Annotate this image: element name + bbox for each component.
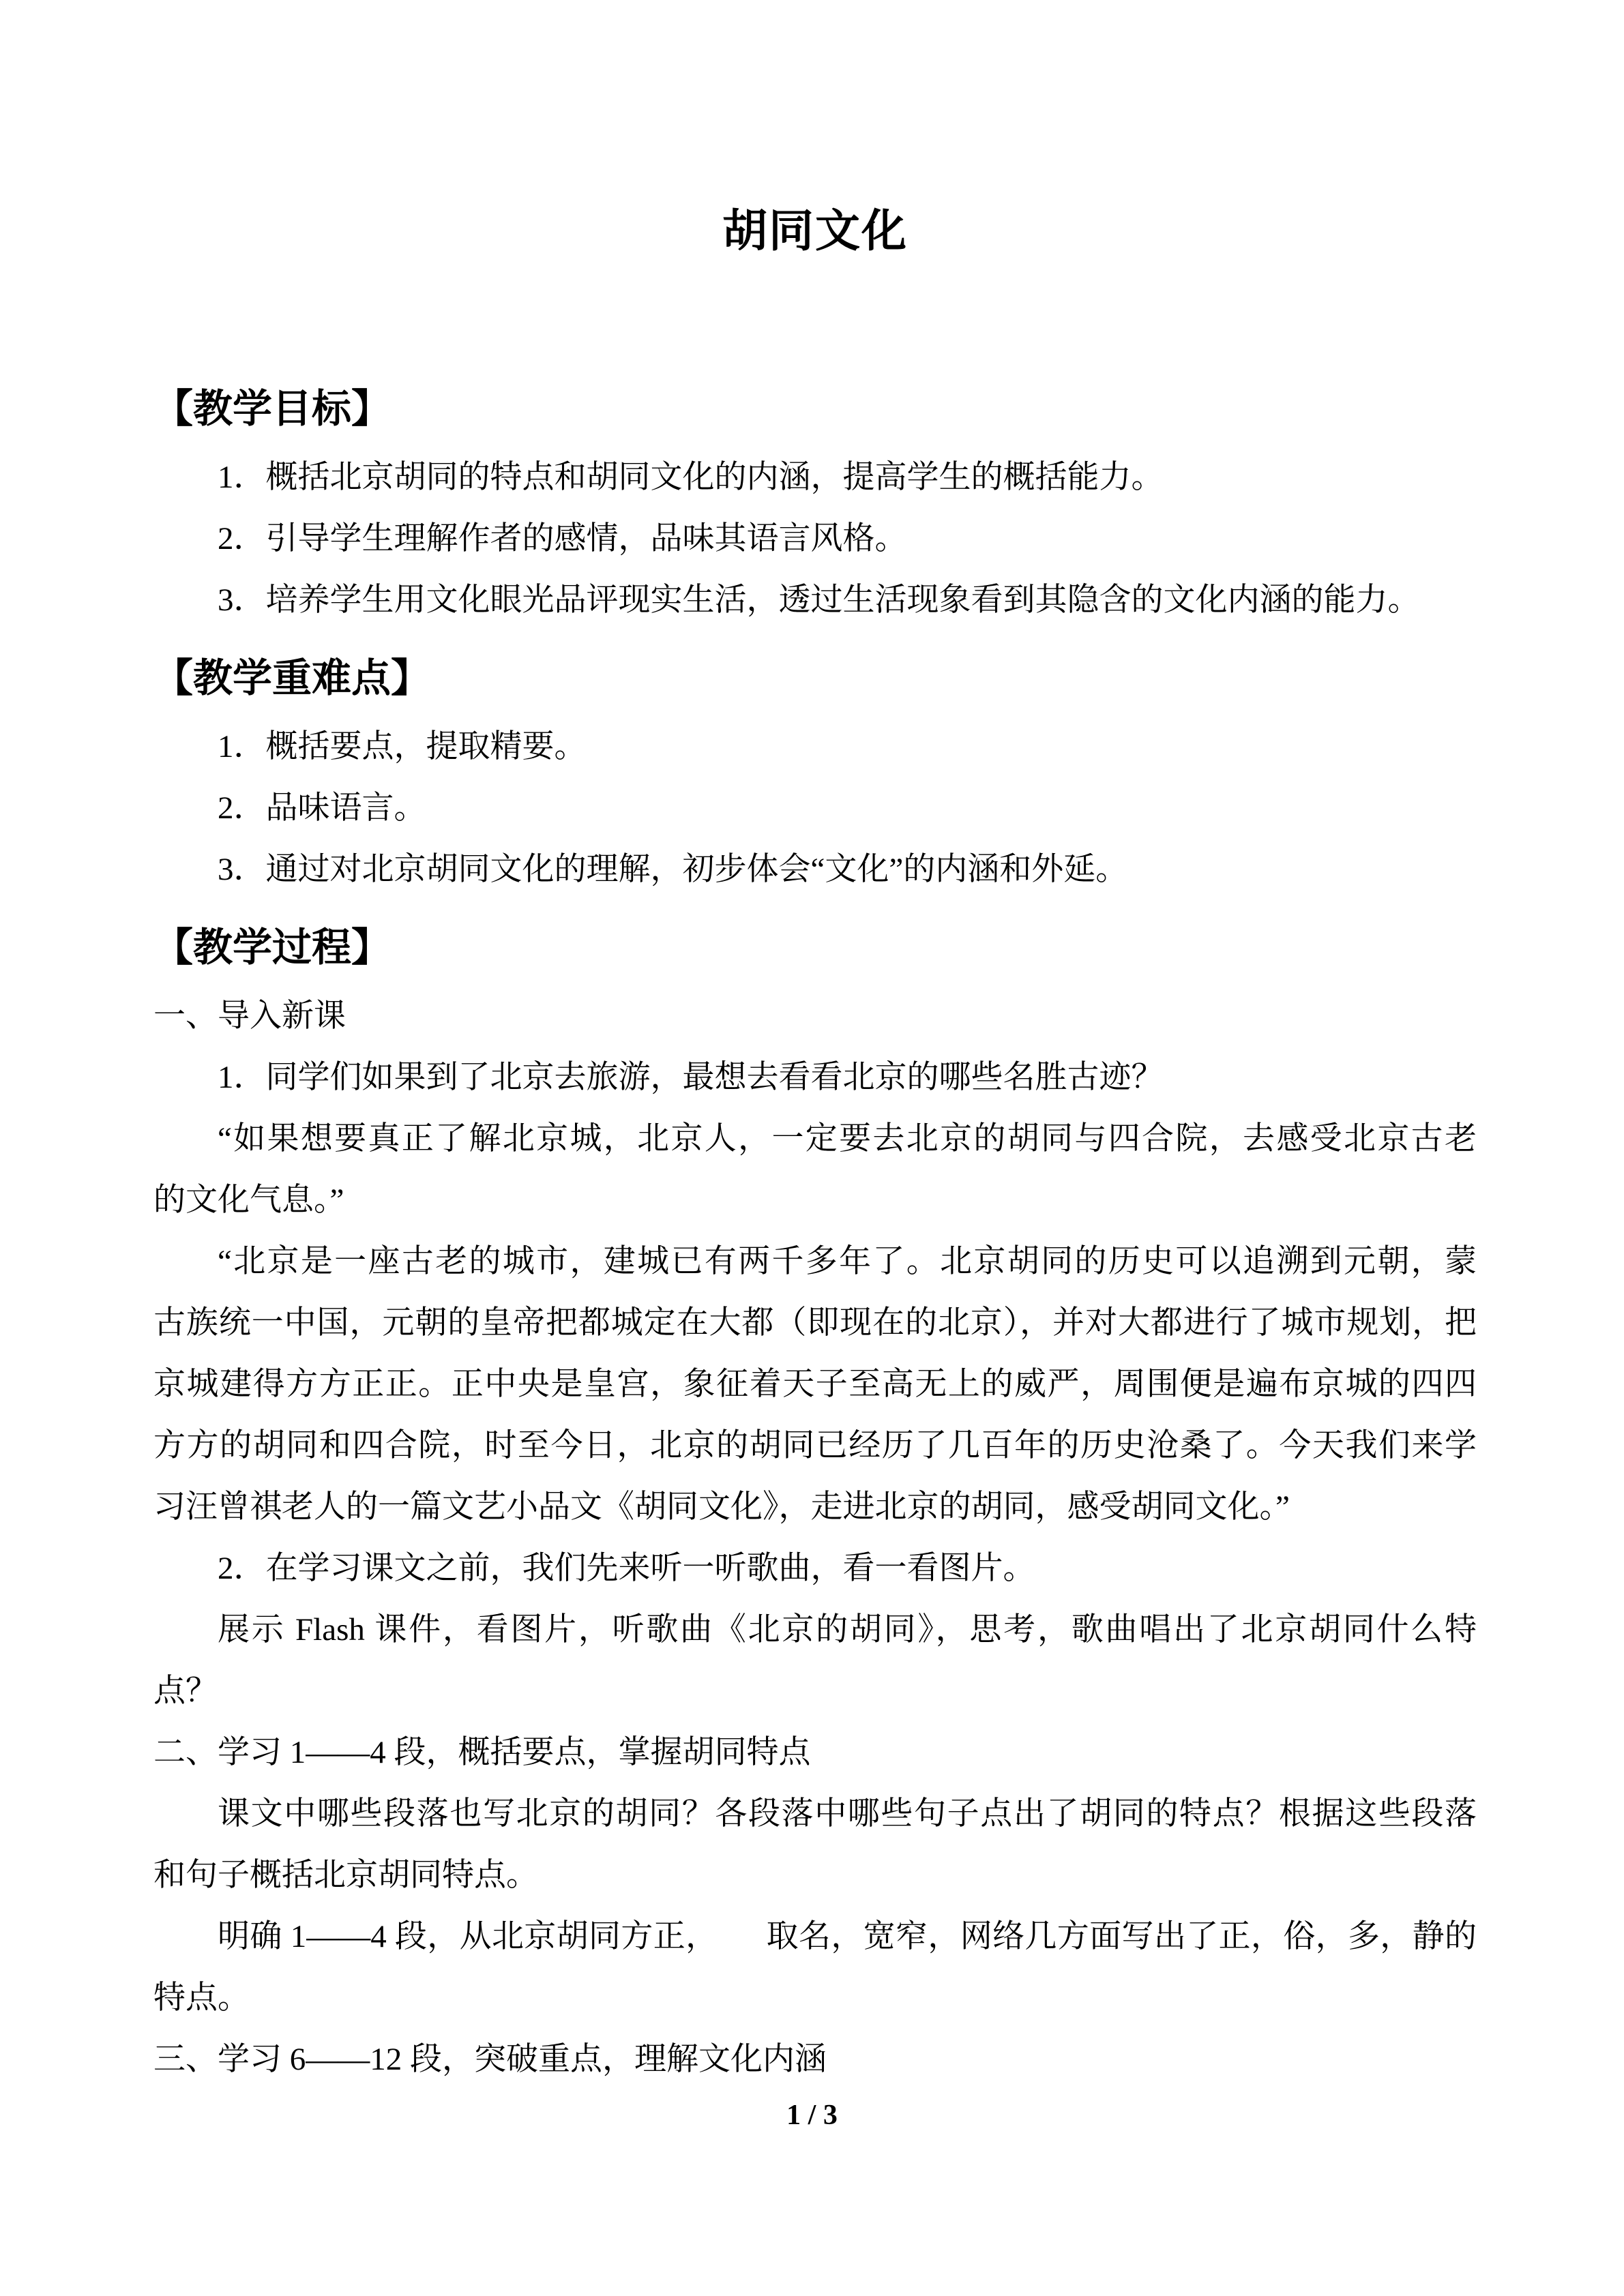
paragraph-line: 明确 1——4 段，从北京胡同方正， 取名，宽窄，网络几方面写出了正，俗，多，静的 — [218, 1919, 1477, 1954]
paragraph-line: 特点。 — [153, 1980, 250, 2016]
paragraph-line: 一、导入新课 — [153, 998, 346, 1034]
document-content — [153, 194, 1477, 2090]
paragraph-line: 课文中哪些段落也写北京的胡同？各段落中哪些句子点出了胡同的特点？根据这些段落 — [218, 1796, 1477, 1832]
paragraph-line: 京城建得方方正正。正中央是皇宫，象征着天子至高无上的威严，周围便是遍布京城的四四 — [153, 1367, 1477, 1402]
objective-item: 1．概括北京胡同的特点和胡同文化的内涵，提高学生的概括能力。 — [218, 460, 1164, 495]
paragraph-line: 方方的胡同和四合院，时至今日，北京的胡同已经历了几百年的历史沧桑了。今天我们来学 — [153, 1428, 1477, 1463]
paragraph-line: 2．在学习课文之前，我们先来听一听歌曲，看一看图片。 — [218, 1551, 1035, 1586]
paragraph-line: 点？ — [153, 1673, 218, 1709]
section-heading-objectives: 【教学目标】 — [153, 387, 392, 431]
paragraph-line: 的文化气息。” — [153, 1182, 344, 1218]
paragraph-line: 古族统一中国，元朝的皇帝把都城定在大都（即现在的北京），并对大都进行了城市规划，把 — [153, 1305, 1477, 1341]
paragraph-line: “北京是一座古老的城市，建城已有两千多年了。北京胡同的历史可以追溯到元朝，蒙 — [218, 1244, 1477, 1279]
section-heading-key-points: 【教学重难点】 — [153, 656, 431, 700]
key-point-item: 3．通过对北京胡同文化的理解，初步体会“文化”的内涵和外延。 — [218, 852, 1128, 887]
document-title: 胡同文化 — [722, 207, 908, 256]
section-heading-process: 【教学过程】 — [153, 925, 392, 970]
paragraph-line: 1．同学们如果到了北京去旅游，最想去看看北京的哪些名胜古迹？ — [218, 1060, 1164, 1095]
paragraph-line: 习汪曾祺老人的一篇文艺小品文《胡同文化》，走进北京的胡同，感受胡同文化。” — [153, 1489, 1290, 1525]
objective-item: 2．引导学生理解作者的感情，品味其语言风格。 — [218, 521, 907, 556]
paragraph-line: 展示 Flash 课件，看图片，听歌曲《北京的胡同》，思考，歌曲唱出了北京胡同什么特 — [218, 1612, 1477, 1648]
paragraph-line: 和句子概括北京胡同特点。 — [153, 1858, 538, 1893]
key-point-item: 1．概括要点，提取精要。 — [218, 729, 587, 764]
objective-item: 3．培养学生用文化眼光品评现实生活，透过生活现象看到其隐含的文化内涵的能力。 — [218, 582, 1420, 618]
paragraph-line: 二、学习 1——4 段，概括要点，掌握胡同特点 — [153, 1735, 811, 1770]
page-number: 1 / 3 — [786, 2100, 838, 2131]
paragraph-line: 三、学习 6——12 段，突破重点，理解文化内涵 — [153, 2042, 827, 2077]
paragraph-line: “如果想要真正了解北京城，北京人，一定要去北京的胡同与四合院，去感受北京古老 — [218, 1121, 1477, 1157]
key-point-item: 2．品味语言。 — [218, 790, 426, 826]
